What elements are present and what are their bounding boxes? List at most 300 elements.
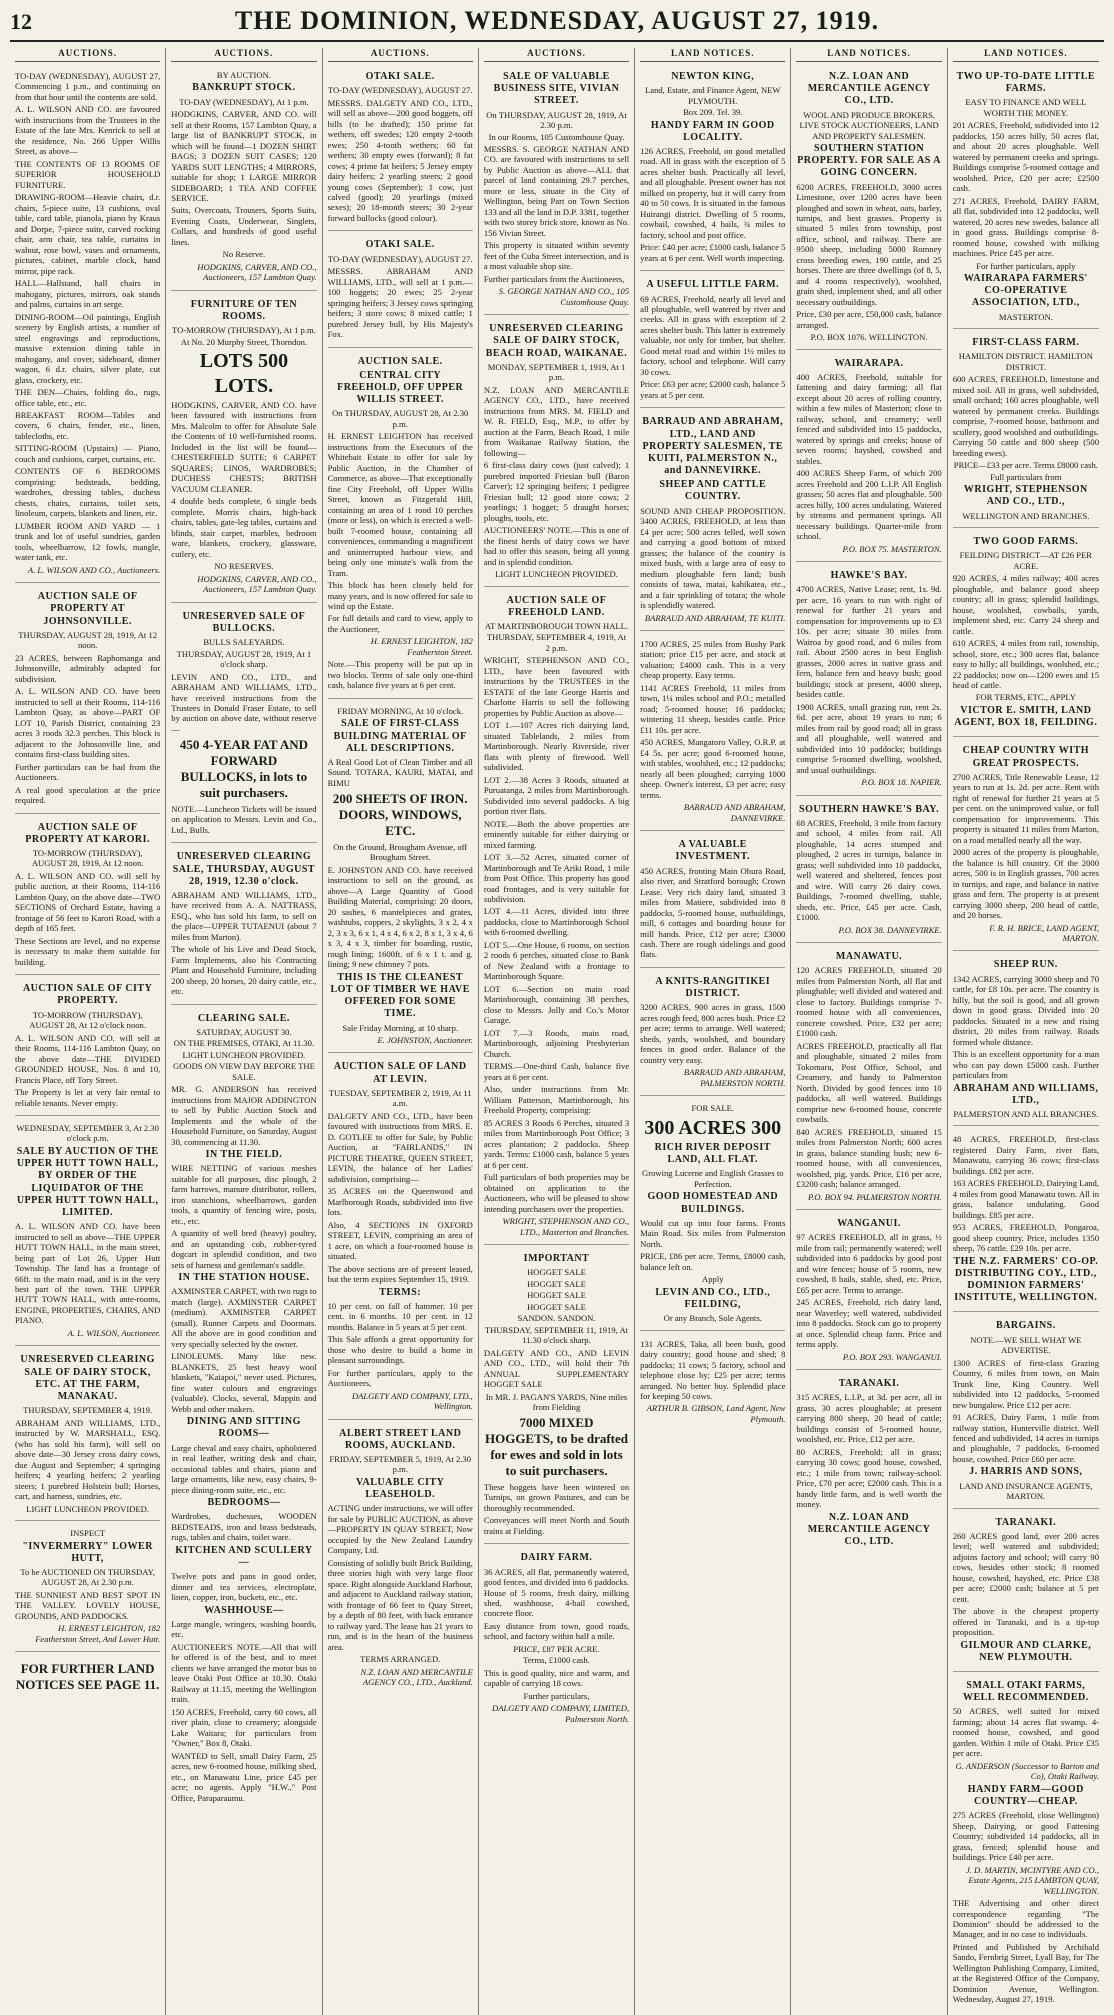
ad-line: IN THE FIELD. <box>205 1149 283 1161</box>
ad-line: FRIDAY MORNING, At 10 o'clock. <box>337 705 464 716</box>
column-1 <box>10 48 166 2015</box>
ad-line: TERMS.—One-third Cash, balance five years at 6 per cent. <box>483 1061 630 1082</box>
ad-line: 201 ACRES, Freehold, subdivided into 12 paddocks, 150 acres hilly, 50 acres flat, and about 20 acres ploughable. Well watered by permanent creeks and springs. Buildings comprise 5-roomed cottage and woolshed. Price, £20 per acre; £2500 cash. <box>952 120 1099 194</box>
ad-line: SALE OF VALUABLE BUSINESS SITE, VIVIAN STREET. <box>493 70 620 107</box>
advertisement <box>328 66 473 231</box>
ad-line: WANGANUI. <box>837 1217 901 1229</box>
advertisement <box>171 66 316 291</box>
column-header: LAND NOTICES. <box>640 48 785 62</box>
ad-line: P.O. BOX 293. WANGANUI. <box>842 1351 942 1362</box>
ad-line: 450 4-YEAR FAT AND FORWARD BULLOCKS, in lots to suit purchasers. <box>179 737 309 801</box>
ad-line: AXMINSTER CARPET, with two rugs to match (large). AXMINSTER CARPET (medium). AXMINSTER CARPET (small). Runner Carpets and Doormats. All the above are in good condition and very specially selected by the owner. <box>171 1286 317 1349</box>
ad-line: Printed and Published by Archibald Sando, Fernbrig Street, Lyall Bay, for The Wellington Publishing Company, Limited, at the Registered Office of the Company, Dominion Avenue, Wellington. Wednesday, August 27, 1919. <box>952 1941 1099 2005</box>
ad-line: 4 double beds complete, 6 single beds complete, Morris chairs, high-back chairs, tables, gate-leg tables, curtains and blinds, stair carpet, marbles, bedroom ware, blankets, crockery, glassware, cutlery, etc. <box>171 496 317 559</box>
ad-line: 10 per cent. on fall of hammer. 10 per cent. in 6 months. 10 per cent. in 12 months. Balance in 5 years at 5 per cent. <box>327 1300 473 1332</box>
ad-line: PRICE, £87 PER ACRE. <box>513 1643 600 1654</box>
ad-line: DINING AND SITTING ROOMS— <box>186 1416 301 1440</box>
ad-line: A Real Good Lot of Clean Timber and all Sound. TOTARA, KAURI, MATAI, and RIMU <box>327 756 473 788</box>
ad-line: LEVIN AND CO., LTD., and ABRAHAM AND WILLIAMS, LTD., have received instructions from the Trustees in Donald Fraser Estate, to sell by auction on above date, without reserve— <box>171 671 317 734</box>
advertisement <box>171 606 316 844</box>
ad-line: 97 ACRES FREEHOLD, all in grass, ½ mile from rail; permanently watered; well subdivided into 6 paddocks by good post and wire fences; house of 5 rooms, new cowshed, 8 bails, stable, shed, etc. Price, £65 per acre. Terms to arrange. <box>796 1232 942 1295</box>
ad-line: A USEFUL LITTLE FARM. <box>646 279 780 291</box>
ad-line: ABRAHAM AND WILLIAMS, LTD., <box>953 1082 1099 1106</box>
ad-line: 36 ACRES, all flat, permanently watered, good fences, and divided into 6 paddocks. House of 5 rooms, fresh dairy, milking shed, washhouse, 4-bail cowshed, concrete floor. <box>483 1566 630 1619</box>
ad-line: THURSDAY, SEPTEMBER 4, 1919, At 2 p.m. <box>486 632 627 653</box>
column-4 <box>479 48 635 2015</box>
ad-line: TARANAKI. <box>995 1516 1057 1528</box>
ad-line: Further particulars from the Auctioneers, <box>483 273 625 284</box>
ad-line: AUCTION SALE OF PROPERTY AT JOHNSONVILLE. <box>37 591 138 627</box>
ad-line: HOGGET SALE <box>527 1301 586 1312</box>
ad-line: Also, under instructions from Mr. William Patterson, Martinborough, his Freehold Property, comprising: <box>483 1084 630 1116</box>
ad-line: At No. 20 Murphy Street, Thorndon. <box>180 336 308 347</box>
ad-line: THIS IS THE CLEANEST LOT OF TIMBER WE HAVE OFFERED FOR SOME TIME. <box>330 971 470 1020</box>
ad-line: MASTERTON. <box>998 311 1053 322</box>
advertisement <box>15 1119 160 1346</box>
ad-line: TERMS: <box>379 1286 422 1298</box>
ad-line: AUCTION SALE OF CITY PROPERTY. <box>22 983 153 1007</box>
ad-line: AT MARTINBOROUGH TOWN HALL. <box>484 620 629 631</box>
ad-line: This Sale affords a great opportunity for those who desire to build a home in pleasant surroundings. <box>327 1334 473 1366</box>
ad-line: 600 ACRES, FREEHOLD, limestone and mixed soil. All in grass, well subdivided, small orchard; 160 acres ploughable, well watered by permanent creeks. Buildings comprise, 7-roomed house, bathroom and scullery, good woolshed and outbuildings. Carrying 50 cattle and 800 sheep (500 breeding ewes). <box>952 374 1099 458</box>
ad-line: DALGETY AND COMPANY, LIMITED, Palmerston North. <box>492 1703 630 1724</box>
ad-line: 200 SHEETS OF IRON. DOORS, WINDOWS, ETC. <box>332 791 468 839</box>
ad-line: 1141 ACRES Freehold, 11 miles from town, 1¼ miles school and P.O.; metalled road; 5-roomed house; 16 paddocks; wintering 11 sheep, besides cattle. Price £11 10s. per acre. <box>640 682 786 735</box>
ad-line: A KNITS-RANGITIKEI DISTRICT. <box>655 975 771 1000</box>
advertisement <box>796 353 941 562</box>
ad-line: 6 first-class dairy cows (just calved); 1 purebred imported Friesian bull (Baron Carver); 12 springing heifers; 1 pedigree Friesian bull; 12 good store cows; 2 yearlings; 1 hogget; 5 draught horses; ploughs, tools, etc. <box>483 460 630 523</box>
ad-line: N.Z. LOAN AND MERCANTILE AGENCY CO., LTD., have received instructions from MRS. M. FIELD and W. R. FIELD, Esq., M.P., to offer by auction at the Farm, Beach Road, 1 mile from Waikanae Railway Station, the following— <box>483 384 630 458</box>
ad-line: 1342 ACRES, carrying 3000 sheep and 70 cattle, for £8 10s. per acre. The country is hilly, but the soil is good, and all grown down in good grass. Divided into 20 paddocks. Situated in a new and rising district, 20 miles from railway. Roads formed whole distance. <box>952 973 1099 1047</box>
ad-line: WRIGHT, STEPHENSON AND CO., LTD., <box>963 484 1088 508</box>
advertisement <box>328 234 473 347</box>
ad-line: The Property is let at very fair rental to reliable tenants. Never empty. <box>15 1087 161 1108</box>
ad-line: Full particulars of both properties may be obtained on application to the Auctioneers, who will be pleased to show intending purchasers over the properties. <box>483 1172 630 1214</box>
ad-line: BARRAUD AND ABRAHAM, TE KUITI. <box>644 612 786 623</box>
column-2 <box>166 48 322 2015</box>
advertisement <box>640 274 785 408</box>
ad-line: On the Ground, Brougham Avenue, off Brougham Street. <box>333 841 468 863</box>
ad-line: EASY TO FINANCE AND WELL WORTH THE MONEY. <box>965 97 1087 118</box>
ad-line: 315 ACRES, L.I.P., at 3d. per acre, all in grass, 30 acres ploughable; at present carrying 800 sheep, 20 head of cattle; buildings consist of 5-roomed house, woolshed, etc. Price, £12 per acre. <box>796 1392 942 1445</box>
ad-line: HAWKE'S BAY. <box>830 570 908 582</box>
ad-line: E. JOHNSTON AND CO. have received instructions to sell on the ground, as above—A Large Quantity of Good Building Material, comprising: 20 doors, 20 sashes, 6 mantelpieces and grates, washtubs, coppers, 2 skylights, 3 x 2, 4 x 2, 3 x 3, 6 x 1, 4 x 4, 6 x 2, 8 x 1, 3 x 4, 6 x 3, 4 x 3, timber for boarding, rustic, rough lining; 1600ft. of 6 x 1 t. and g. lining; 9 new chimney 7 pots. <box>327 864 473 970</box>
ad-line: PALMERSTON AND ALL BRANCHES. <box>953 1108 1099 1119</box>
ad-line: SATURDAY, AUGUST 30. <box>196 1026 292 1037</box>
ad-line: ALBERT STREET LAND ROOMS, AUCKLAND. <box>339 1427 462 1451</box>
ad-line: SHEEP AND CATTLE COUNTRY. <box>659 479 767 503</box>
ad-line: VICTOR E. SMITH, LAND AGENT, BOX 18, FEILDING. <box>954 704 1098 729</box>
advertisement <box>484 1248 629 1544</box>
advertisement <box>640 971 785 1096</box>
column-header: AUCTIONS. <box>15 48 160 62</box>
ad-line: CONTENTS OF 6 BEDROOMS comprising: bedsteads, bedding, wardrobes, dressing tables, duchess chests, chairs, curtains, toilet sets, linoleum, carpets, blankets and linen, etc. <box>15 466 161 519</box>
ad-line: 1700 ACRES, 25 miles from Bushy Park station; price £15 per acre, and stock at valuation; £4000 cash. This is a very cheap property. Easy terms. <box>640 638 786 681</box>
ad-line: HODGKINS, CARVER, AND CO. have been favoured with instructions from Mrs. Malcolm to offer for Absolute Sale the Contents of 10 well-furnished rooms. Included in the list will be found—CHESTERFIELD SUITE; 6 CARPET SQUARES; LINOS, WARDROBES; DUCHESS CHESTS; BRITISH VACUUM CLEANER. <box>171 400 317 494</box>
ad-line: FOR TERMS, ETC., APPLY <box>975 692 1076 703</box>
ad-line: 48 ACRES, FREEHOLD, first-class registered Dairy Farm, river flats, Manawatu, carrying 36 cows; first-class buildings. £82 per acre. <box>952 1134 1099 1176</box>
ad-line: 35 ACRES on the Queenwood and Marlborough Roads, subdivided into five lots. <box>327 1186 473 1218</box>
ad-line: Easy distance from town, good roads, school, and factory within half a mile. <box>483 1620 630 1642</box>
ad-line: 300 ACRES 300 <box>644 1116 782 1139</box>
ad-line: S. GEORGE NATHAN AND CO., 105 Customhouse Quay. <box>498 286 630 307</box>
ad-line: Or any Branch, Sole Agents. <box>663 1313 762 1324</box>
ad-line: 126 ACRES, Freehold, on good metalled road. All in grass with the exception of 5 acres shelter bush. Practically all level, and all ploughable. Present owner has not milked on property, but it will carry from 40 to 50 cows. It is situated in the famous Huirangi district. Dwelling of 5 rooms, cowbail, cowshed, 4 bails, ¾ miles to factory, school and post office. <box>640 145 786 240</box>
ad-line: PRICE—£33 per acre. Terms £8000 cash. <box>953 460 1098 471</box>
ad-line: A. L. WILSON AND CO. are favoured with instructions from the Trustees in the Estate of the late Mrs. Kenrick to sell at the residence, No. 266 Upper Willis Street, as above— <box>15 104 161 157</box>
ad-line: A. L. WILSON AND CO. have been instructed to sell as above—THE UPPER HUTT TOWN HALL, in the main street, being part of Lot 26, Upper Hutt Township. The land has a frontage of 66ft. to the main road, and is in the very best part of the town. THE UPPER HUTT TOWN HALL, with ante-rooms, ENGINE, PROPERTIES, CHAIRS, AND PIANO. <box>15 1221 161 1326</box>
ad-line: On THURSDAY, AUGUST 28, At 2.30 p.m. <box>332 408 469 429</box>
ad-line: BARRAUD AND ABRAHAM, LTD., LAND AND PROPERTY SALESMEN, TE KUITI, PALMERSTON N., and DANNEVIRKE. <box>642 416 784 477</box>
ad-line: MR. G. ANDERSON has received instructions from MAJOR ADDINGTON to sell by Public Auction Stock and Implements and the whole of the Household Furniture, on Saturday, August 30, commencing at 11.30. <box>171 1084 317 1147</box>
ad-line: LAND AND INSURANCE AGENTS, MARTON. <box>959 1480 1093 1502</box>
ad-line: LOT 7.—3 Roods, main road, Martinborough, adjoining Presbyterian Church. <box>483 1027 630 1059</box>
ad-line: N.Z. LOAN AND MERCANTILE AGENCY CO., LTD., Auckland. <box>360 1666 473 1688</box>
ad-line: GOOD HOMESTEAD AND BUILDINGS. <box>647 1191 779 1215</box>
ad-line: WANTED to Sell, small Dairy Farm, 25 acres, new 6-roomed house, milking shed, etc., on Manawatu Line, price £45 per acre; no agents. Apply "H.W.," Post Office, Paraparaumu. <box>171 1750 317 1803</box>
ad-line: CHEAP COUNTRY WITH GREAT PROSPECTS. <box>962 745 1090 769</box>
advertisement <box>953 1675 1099 2012</box>
advertisement <box>640 634 785 831</box>
ad-line: In MR. J. PAGAN'S YARDS, Nine miles from Fielding <box>485 1391 628 1412</box>
ad-line: 920 ACRES, 4 miles railway; 400 acres ploughable, and balance good sheep country; all in grass; splendid buildings, house, woolshed, cowbails, yards, implement shed, etc. Carry 24 sheep and cattle. <box>952 573 1099 636</box>
ad-line: P.O. BOX 75. MASTERTON. <box>842 543 942 554</box>
ad-line: SANDON. SANDON. <box>517 1313 596 1324</box>
ad-line: A VALUABLE INVESTMENT. <box>675 839 751 863</box>
ad-line: LINOLEUMS. Many like new. BLANKETS, 25 best heavy wool blankets, "Kaiapoi," never used. Pictures, fine water colours and engravings (valuable). Clocks, several, Mappin and Webb and other makers. <box>171 1351 317 1414</box>
ad-line: LOT 3.—52 Acres, situated corner of Martinborough and Te Ariki Road, 1 mile from Post Office. This property has good road frontages, and is very suitable for subdivision. <box>483 852 630 904</box>
ad-line: NOTE.—Both the above properties are eminently suitable for either dairying or mixed farming. <box>483 818 630 850</box>
ad-line: A quantity of well bred (heavy) poultry, and an upstanding cob, rubber-tyred dogcart in splendid condition, and two sets of harness and gentleman's saddle. <box>171 1228 317 1270</box>
ad-line: SMALL OTAKI FARMS, WELL RECOMMENDED. <box>962 1680 1089 1704</box>
ad-line: 1900 ACRES, small grazing run, rent 2s. 6d. per acre, about 19 years to run; 6 miles from rail by good road; all in grass and all ploughable, well watered and subdivided into 10 paddocks; buildings comprise 5-roomed dwelling, woolshed, and usual outbuildings. <box>796 701 942 775</box>
ad-line: Growing Lucerne and English Grasses to Perfection. <box>642 1168 784 1189</box>
ad-line: HOGGET SALE <box>527 1290 586 1301</box>
ad-line: A. L. WILSON AND CO. will sell at their Rooms, 114-116 Lambton Quay, on the above date—THE DIVIDED GROUNDED HOUSE, Nos. 8 and 10, Francis Place, off Tory Street. <box>15 1032 161 1085</box>
advertisement <box>484 318 629 586</box>
ad-line: VALUABLE CITY LEASEHOLD. <box>356 1476 445 1501</box>
ad-line: FURNITURE OF TEN ROOMS. <box>190 298 298 323</box>
advertisement <box>328 351 473 699</box>
ad-line: LUMBER ROOM AND YARD — 1 trunk and lot of useful sundries, garden tools, wheelbarrow, 12 fowls, mangle, water tank, etc. <box>15 520 161 563</box>
ad-line: 50 ACRES, well suited for mixed farming; about 14 acres flat swamp. 4-roomed house, cowshed, and good garden. Within 1 mile of Otaki. Price £35 per acre. <box>952 1706 1099 1759</box>
ad-line: HODGKINS, CARVER, AND CO. will sell at their Rooms, 157 Lambton Quay, a large list of BANKRUPT STOCK, in which will be found—1 DOZEN SHIRT BAGS; 3 DOZEN SUIT CASES; 120 YARDS SUIT LENGTHS; 4 MIRRORS, suitable for shop; 1 LARGE MIRROR SIDEBOARD; 1 TEA AND COFFEE SERVICE. <box>171 109 317 203</box>
ad-line: CENTRAL CITY FREEHOLD, OFF UPPER WILLIS STREET. <box>337 369 464 406</box>
ad-line: 150 ACRES, Freehold, carry 60 cows, all river plain, close to creamery; alongside Lake Waitara; for particulars from "Owner," Box 8, Otaki. <box>171 1706 317 1749</box>
ad-line: DAIRY FARM. <box>520 1552 593 1564</box>
ad-line: UNRESERVED CLEARING SALE, THURSDAY, AUGUST 28, 1919, 12.30 o'clock. <box>172 851 316 887</box>
ad-line: In our Rooms, 105 Customhouse Quay. <box>488 131 625 142</box>
ad-line: To be AUCTIONED ON THURSDAY, AUGUST 28, At 2.30 p.m. <box>20 1566 155 1588</box>
ad-line: 610 ACRES, 4 miles from rail, township, school, store, etc.; 300 acres flat, balance easy to hilly; all buildings, woolshed, etc.; 22 paddocks; now on—1200 ewes and 15 head of cattle. <box>952 638 1099 690</box>
ad-line: MESSRS. DALGETY AND CO., LTD., will sell as above—200 good hoggets, off hills (to be drafted); 150 prime fat wethers, off swedes; 120 empty 2-tooth ewes; 250 4-tooth wethers; 60 fat wethers; 30 empty ewes (forward); 8 fat cows; 4 prime fat heifers; 5 Jersey empty dairy heifers; 2 yearling steers; 2 good young cows (September); 1 cow, just calved (good); 20 yearlings (mixed sexes); 20 18-month steers; 30 2-year forward bullocks (good colour). <box>327 97 473 223</box>
advertisement <box>15 817 160 976</box>
ad-line: ACTING under instructions, we will offer for sale by PUBLIC AUCTION, as above—PROPERTY IN QUAY STREET, Now occupied by the New Zealand Laundry Company, Ltd. <box>327 1503 473 1556</box>
ad-line: HANDY FARM IN GOOD LOCALITY. <box>650 119 775 143</box>
ad-line: 400 ACRES, Freehold, suitable for fattening and dairy farming; all flat except about 20 acres of rolling country, within a few miles of Masterton; close to railway, school, and creamery; well fenced and subdivided into 15 paddocks, watered by springs and creeks; house of seven rooms; hayshed, cowshed and stables. <box>796 372 942 466</box>
ad-line: THURSDAY, SEPTEMBER 4, 1919. <box>23 1405 153 1416</box>
advertisement <box>15 1524 160 1652</box>
ad-line: WOOL AND PRODUCE BROKERS, LIVE STOCK AUCTIONEERS, LAND AND PROPERTY SALESMEN. <box>799 109 939 141</box>
column-3 <box>323 48 479 2015</box>
ad-line: FRIDAY, SEPTEMBER 5, 1919, At 2.30 p.m. <box>329 1453 471 1475</box>
ad-line: 4700 ACRES, Native Lease; rent, 1s. 9d. per acre, 16 years to run with right of renewal for further 21 years and compensation for improvements up to £3 10s. per acre; situate 30 miles from Wairoa by good road, and 6 miles from rail. About 2500 acres in best English grasses, 2000 acres in native grass and fern, balance fern and heavy bush; good buildings; stock at present, 4000 sheep, besides cattle. <box>796 584 942 700</box>
ad-line: 1300 ACRES of first-class Grazing Country, 6 miles from town, on Main Trunk line, King Country. Well subdivided into 12 paddocks, 5-roomed new bungalow. Price £12 per acre. <box>952 1357 1099 1410</box>
ad-line: 400 ACRES Sheep Farm, of which 200 acres Freehold and 200 L.I.P. All English grasses; 50 acres flat and ploughable. 500 acres hilly, 100 acres undulating. Watered by streams and permanent springs. All necessary buildings. Quarter-mile from school. <box>796 468 942 542</box>
ad-line: "INVERMERRY" LOWER HUTT, <box>22 1540 153 1564</box>
ad-line: UNRESERVED SALE OF BULLOCKS. <box>182 610 306 634</box>
ad-line: N.Z. LOAN AND MERCANTILE AGENCY CO., LTD. <box>807 70 931 107</box>
column-7 <box>948 48 1104 2015</box>
ad-line: 68 ACRES, Freehold, 3 mile from factory and school, 4 miles from rail. All ploughable, 14 acres stumped and ploughed, 2 acres in turnips, balance in grass; well subdivided into 10 paddocks, well watered and sheltered, fences post and wire. Will carry 26 dairy cows. Buildings, 7-roomed dwelling, stable, sheds, etc. Price, £45 per acre. Cash, £1000. <box>796 817 942 923</box>
ad-line: AUCTION SALE OF PROPERTY AT KARORI. <box>25 821 151 845</box>
ad-line: 260 ACRES good land, over 200 acres level; well watered and subdivided; adjoins factory and school; will carry 90 cows, besides other stock; 8 roomed house, cowshed, hayshed, etc. Price £38 per acre; £2000 cash; balance at 5 per cent. <box>952 1530 1099 1604</box>
ad-line: E. JOHNSTON, Auctioneer. <box>377 1034 473 1045</box>
ad-line: THURSDAY, SEPTEMBER 11, 1919, At 11.30 o'clock sharp. <box>484 1324 629 1346</box>
ad-line: AUCTION SALE OF LAND AT LEVIN. <box>333 1061 467 1085</box>
ad-line: NOTE.—WE SELL WHAT WE ADVERTISE. <box>970 1334 1082 1356</box>
ad-line: FOR SALE. <box>691 1103 735 1114</box>
advertisement <box>640 66 785 271</box>
ad-line: Sale Friday Morning, at 10 sharp. <box>342 1022 459 1033</box>
ad-line: LOT 4.—11 Acres, divided into three paddocks, close to Martinborough School with 6-roomed dwelling. <box>483 906 630 938</box>
ad-line: OTAKI SALE. <box>365 70 435 82</box>
advertisement <box>953 740 1099 951</box>
ad-line: TUESDAY, SEPTEMBER 2, 1919, At 11 a.m. <box>328 1087 472 1109</box>
ad-line: MONDAY, SEPTEMBER 1, 1919, At 1 p.m. <box>487 361 626 383</box>
ad-line: WRIGHT, STEPHENSON AND CO., LTD., have been favoured with instructions by the TRUSTEES in the ESTATE of the late George Harris and Charlotte Harris to sell the following properties by Public Auction as above— <box>483 655 630 718</box>
ad-line: SOUTHERN HAWKE'S BAY. <box>799 803 940 815</box>
ad-line: LOT 1.—107 Acres rich dairying land, situated Tablelands, 2 miles from Martinborough. Nearly Riverside, river flats with plenty of firewood. Well subdivided. <box>483 720 630 773</box>
ad-line: For further particulars, apply <box>976 260 1076 271</box>
ad-line: This is an excellent opportunity for a man who can pay down £5000 cash. Further particulars from <box>952 1049 1099 1081</box>
ad-line: For full details and card to view, apply to the Auctioneer, <box>327 613 473 634</box>
column-header: AUCTIONS. <box>484 48 629 62</box>
ad-line: RICH RIVER DEPOSIT LAND, ALL FLAT. <box>654 1142 771 1166</box>
advertisement <box>15 66 160 583</box>
ad-line: Apply <box>702 1274 724 1285</box>
ad-line: TWO UP-TO-DATE LITTLE FARMS. <box>956 70 1096 95</box>
ad-line: A. L. WILSON AND CO., Auctioneers. <box>27 564 161 575</box>
ad-line: 23 ACRES, between Raphomanga and Johnsonville, admirably adapted for subdivision. <box>15 652 161 684</box>
advertisement <box>640 1334 785 1432</box>
ad-line: Large cheval and easy chairs, upholstered in real leather, writing desk and chair, occasional tables and chairs, piano and large ornaments, like new, easy chairs, 9-piece dining-room suite, etc., etc. <box>171 1442 317 1495</box>
ad-line: LEVIN AND CO., LTD., FEILDING, <box>655 1286 771 1310</box>
ad-line: BARRAUD AND ABRAHAM, DANNEVIRKE. <box>683 802 786 823</box>
ad-line: THE CONTENTS OF 13 ROOMS OF SUPERIOR HOUSEHOLD FURNITURE. <box>15 158 161 190</box>
ad-line: HOGGET SALE <box>527 1278 586 1289</box>
ad-line: ACRES FREEHOLD, practically all flat and ploughable, situated 2 miles from Tokomaru, Post Office, School, and Creamery, and handy to Palmerston North. Divided by good fences into 10 paddocks, all well watered. Buildings comprise new 6-roomed house, concrete cowbails. <box>796 1040 942 1125</box>
masthead <box>10 6 1104 42</box>
ad-line: Price, £30 per acre, £50,000 cash, balance arranged. <box>796 309 942 330</box>
ad-line: 3200 ACRES, 900 acres in grass, 1500 acres rough feed, 800 acres bush. Price £2 per acre; terms to arrange. Well watered; sheds, yards, woolshed, and boundary fences in good order. Balance of the country very easy. <box>640 1002 786 1065</box>
ad-line: 131 ACRES, Taka, all been bush, good dairy country; good house and shed; 8 paddocks; 11 cows; 5 factory, school and telephone close by; £25 per acre; terms arranged. No better buy. Splendid place for keeping 50 cows. <box>640 1338 786 1401</box>
column-header: AUCTIONS. <box>171 48 316 62</box>
advertisement <box>640 834 785 968</box>
advertisement <box>953 1315 1099 1508</box>
advertisement <box>328 702 473 1054</box>
ad-line: ON THE PREMISES, OTAKI, At 11.30. <box>173 1038 315 1049</box>
ad-line: MESSRS. ABRAHAM AND WILLIAMS, LTD., will sell at 1 p.m.—100 hoggets; 20 ewes; 25 2-year springing heifers; 3 Jersey cows springing heifers; 3 store cows; 8 mixed cattle; 1 purebred Jersey bull, by His Majesty's Fox. <box>327 266 473 340</box>
ad-line: This property is situated within seventy feet of the Cuba Street intersection, and is a most valuable shop site. <box>483 240 630 272</box>
ad-line: 953 ACRES, FREEHOLD, Pongaroa, good sheep country. Price, includes 1350 sheep, 76 cattle. £29 10s. per acre. <box>952 1222 1099 1254</box>
ad-line: For further particulars, apply to the Auctioneers, <box>327 1367 473 1389</box>
ad-line: A. L. WILSON, Auctioneer. <box>67 1327 161 1338</box>
ad-line: FEILDING DISTRICT—AT £26 PER ACRE. <box>959 550 1093 571</box>
ad-line: WELLINGTON AND BRANCHES. <box>962 510 1090 521</box>
advertisement <box>15 1655 160 1701</box>
ad-line: MESSRS. S. GEORGE NATHAN AND CO. are favoured with instructions to sell by Public Auction as above—ALL that parcel of land containing 29.7 perches, more or less, situate in the City of Wellington, being Part on Town Section 133 and all the land in D.P. 3381, together with two storey brick store, known as No. 156 Vivian Street. <box>483 143 630 238</box>
advertisement <box>796 946 941 1210</box>
ad-line: TO-DAY (WEDNESDAY), AUGUST 27. <box>327 253 473 264</box>
ad-line: H. ERNEST LEIGHTON has received instructions from the Executors of the Whitebait Estate to offer for sale by Public Auction, in the Chamber of Commerce, as above—That exceptionally fine City Freehold, off Upper Willis Street, known as Fitzgerald Hill, containing an area of 1 rood 10 perches (more or less), on which is erected a well-built 7-roomed house, containing all conveniences, commanding a magnificent and uninterrupted harbour view, and being only one minute's walk from the Tram. <box>327 431 473 578</box>
ad-line: TO-DAY (WEDNESDAY), AUGUST 27. <box>327 85 473 96</box>
ad-line: WIRE NETTING of various meshes suitable for all purposes, disc plough, 2 farm harrows, manure distributor, rollers, iron stanchions, wheelbarrows, garden tools, a quantity of fencing wire, posts, etc., etc. <box>171 1163 317 1226</box>
column-header: AUCTIONS. <box>328 48 473 62</box>
ad-line: LOT 6.—Section on main road Martinborough, containing 38 perches, close to Messrs. Jolly and Co.'s Motor Garage. <box>483 983 630 1026</box>
ad-line: HAMILTON DISTRICT. HAMILTON DISTRICT. <box>958 351 1093 372</box>
advertisement <box>796 1373 941 1555</box>
ad-line: BEDROOMS— <box>207 1497 281 1509</box>
ad-line: Note.—This property will be put up in two blocks. Terms of sale only one-third cash, balance five years at 6 per cent. <box>327 659 473 691</box>
ad-line: LOT 2.—38 Acres 3 Roods, situated at Puruatanga, 2 miles from Martinborough. Subdivided into several paddocks. A big portion river flats. <box>483 774 630 817</box>
advertisement <box>171 294 316 603</box>
ad-line: TO-MORROW (THURSDAY), AUGUST 28, 1919, At 12 noon. <box>31 847 144 869</box>
ad-line: LIGHT LUNCHEON PROVIDED. <box>495 569 618 580</box>
advertisement <box>15 978 160 1116</box>
ad-line: BARGAINS. <box>995 1320 1056 1332</box>
ad-line: DALGETY AND CO., AND LEVIN AND CO., LTD., will hold their 7th ANNUAL SUPPLEMENTARY HOGGET SALE <box>483 1347 630 1390</box>
ad-line: NEWTON KING, <box>671 70 755 82</box>
ad-line: A real good speculation at the price required. <box>15 784 161 806</box>
ad-line: Terms, £1000 cash. <box>523 1655 590 1666</box>
ad-line: AUCTIONEERS' NOTE.—This is one of the finest herds of dairy cows we have had to offer this season, being all young and in splendid condition. <box>483 525 630 567</box>
ad-line: 245 ACRES, Freehold, rich dairy land, near Waverley; well watered, subdivided into 8 paddocks. Stock can go to property at once. Splendid cheap farm. Price and terms apply. <box>796 1297 942 1350</box>
ad-line: 163 ACRES FREEHOLD, Dairying Land, 4 miles from good Manawatu town. All in grass, balance undulating. Good buildings. £85 per acre. <box>952 1178 1099 1220</box>
ad-line: PRICE, £86 per acre. Terms, £8000 cash, balance left on. <box>640 1251 786 1272</box>
ad-line: DALGETY AND CO., LTD., have been favoured with instructions from MRS. E. D. GOTLEE to offer for Sale, by Public Auction, at "FAIRLANDS," IN PICTURE THEATRE, QUEEN STREET, LEVIN, the balance of her Ladies' subdivision, comprising— <box>327 1110 473 1184</box>
advertisement <box>953 332 1099 528</box>
ad-line: 2700 ACRES, Title Renewable Lease, 12 years to run at 1s. 2d. per acre. Rent with right of renewal for further 21 years at 5 per cent. on the unimproved value, or full compensation for improvements. This property is situated 11 miles from Marton, on a road metalled nearly all the way. <box>952 771 1099 845</box>
ad-line: TO-DAY (WEDNESDAY), At 1 p.m. <box>179 96 309 107</box>
advertisement <box>15 586 160 813</box>
ad-line: HOGGET SALE <box>527 1267 586 1278</box>
ad-line: This is good quality, nice and warm, and capable of carrying 18 cows. <box>483 1667 630 1689</box>
ad-line: J. HARRIS AND SONS, <box>969 1466 1083 1478</box>
ad-line: SALE OF FIRST-CLASS BUILDING MATERIAL OF ALL DESCRIPTIONS. <box>333 718 467 754</box>
advertisement <box>171 846 316 1004</box>
ad-line: H. ERNEST LEIGHTON, 182 Featherston Street. <box>370 636 473 657</box>
ad-line: DALGETY AND COMPANY, LTD., Wellington. <box>351 1390 473 1412</box>
ad-line: WRIGHT, STEPHENSON AND CO., LTD., Masterton and Branches. <box>502 1216 630 1237</box>
ad-line: Full particulars from <box>990 471 1062 482</box>
ad-line: AUCTION SALE OF FREEHOLD LAND. <box>506 594 607 618</box>
ad-line: J. D. MARTIN, MCINTYRE AND CO., Estate Agents, 215 LAMBTON QUAY, WELLINGTON. <box>965 1864 1099 1896</box>
ad-line: 91 ACRES, Dairy Farm, 1 mile from railway station, Hunterville district. Well fenced and subdivided, 14 acres in turnips and ploughable, 7 paddocks, 6-roomed house, cowshed. Price £60 per acre. <box>952 1412 1099 1464</box>
advertisement <box>796 799 941 944</box>
ad-line: AUCTIONEER'S NOTE.—All that will be offered is of the best, and to meet clients we have arranged the motor bus to leave Otaki Post Office at 10.30. Otaki Railway at 11.15, meeting the Wellington train. <box>171 1641 317 1705</box>
ad-line: BULLS SALEYARDS. <box>203 637 285 648</box>
ad-line: SITTING-ROOM (Upstairs) — Piano, couch and cushions, carpet, curtains, etc. <box>15 443 161 464</box>
ad-line: THURSDAY, AUGUST 28, 1919, At 1 o'clock sharp. <box>176 648 312 670</box>
ad-line: P.O. BOX 94. PALMERSTON NORTH. <box>808 1191 942 1202</box>
ad-line: NOTE.—Luncheon Tickets will be issued on application to Messrs. Levin and Co., Ltd., Bulls. <box>171 803 317 835</box>
ad-line: BARRAUD AND ABRAHAM, PALMERSTON NORTH. <box>683 1067 786 1088</box>
ad-line: G. ANDERSON (Successor to Barton and Co), Otaki Railway. <box>955 1760 1099 1782</box>
ad-line: TERMS ARRANGED. <box>360 1654 441 1665</box>
column-header: LAND NOTICES. <box>953 48 1099 62</box>
ad-line: AUCTION SALE. <box>357 355 443 367</box>
ad-line: BREAKFAST ROOM—Tables and covers, 6 chairs, fender, etc., linen, tablecloths, etc. <box>15 409 161 441</box>
ad-line: IN THE STATION HOUSE. <box>178 1272 310 1284</box>
ad-line: No Reserve. <box>222 249 266 260</box>
ad-line: N.Z. LOAN AND MERCANTILE AGENCY CO., LTD. <box>807 1511 931 1547</box>
ad-line: Land, Estate, and Finance Agent, NEW PLYMOUTH. <box>645 85 781 106</box>
advertisement <box>953 531 1099 737</box>
ad-line: THE SUNNIEST AND BEST SPOT IN THE VALLEY. LOVELY HOUSE, GROUNDS, AND PADDOCKS. <box>15 1589 161 1621</box>
advertisement <box>328 1056 473 1419</box>
paper-title: THE DOMINION, WEDNESDAY, AUGUST 27, 1919. <box>234 6 880 35</box>
ad-line: Also, 4 SECTIONS IN OXFORD STREET, LEVIN, comprising an area of 1 acre, on which a four-roomed house is situated. <box>327 1219 473 1262</box>
ad-line: TO-MORROW (THURSDAY), AUGUST 28, At 12 o'clock noon. <box>29 1009 146 1031</box>
ad-line: These hoggets have been wintered on Turnips, on grown Pastures, and can be thoroughly recommended. <box>483 1481 630 1513</box>
ad-line: 450 ACRES, fronting Main Ohura Road, also river, and Stratford borough; Crown Lease. Very rich dairy land, situated 3 miles from Matiere, subdivided into 8 paddocks, 5-roomed house, outbuildings, mill, 6 cottages and boarding house for mill hands. Price, £12 per acre; £3000 cash. There are rough sidelings and good flats. <box>640 865 786 960</box>
ad-line: 85 ACRES 3 Roods 6 Perches, situated 3 miles from Martinborough Post Office; 3 acres plantation; 2 paddocks. Sheep yards. Terms: £1000 cash, balance 5 years at 6 per cent. <box>483 1117 630 1170</box>
ad-line: This block has been closely held for many years, and is now offered for sale to wind up the Estate. <box>327 580 473 611</box>
ad-line: WEDNESDAY, SEPTEMBER 3, At 2.30 o'clock p.m. <box>16 1123 159 1144</box>
ad-line: KITCHEN AND SCULLERY— <box>175 1544 313 1568</box>
ad-line: INSPECT <box>70 1528 106 1539</box>
ad-line: 6200 ACRES, FREEHOLD, 3000 acres Limestone, over 1200 acres have been ploughed and sown in wheat, oats, barley, turnips, and best grasses. Property is situated 5 miles from township, post office, school, and railway. There are 9500 sheep, including 5000 Romney cross breeding ewes, 190 cattle, and 25 horses. There are three dwellings (of 8, 5, and 4 rooms respectively), woolshed, grain shed, implement shed, and all other necessary outbuildings. <box>796 181 942 307</box>
advertisement <box>15 1349 160 1521</box>
ad-line: DINING-ROOM—Oil paintings, English scenery by English artists, a number of steel engravings and reproductions, massive extension dining table in mahogany, and cover, sideboard, dinner wagon, 6 d.r. chairs, silver plate, cut glass, crockery, etc. <box>15 311 161 385</box>
ad-line: Wardrobes, duchesses, WOODEN BEDSTEADS, iron and brass bedsteads, rugs, tables and chairs, toilet ware. <box>171 1511 317 1543</box>
ad-line: THE N.Z. FARMERS' CO-OP. DISTRIBUTING COY., LTD., DOMINION FARMERS' INSTITUTE, WELLINGTON. <box>953 1255 1099 1304</box>
ad-line: A. L. WILSON AND CO. will sell by public auction, at their Rooms, 114-116 Lambton Quay, on the above date—TWO SECTIONS of Orchard Estate, having a frontage of 56 feet to Karori Road, with a depth of 165 feet. <box>15 870 161 934</box>
ad-line: H. ERNEST LEIGHTON, 182 Featherston Street, And Lower Hutt. <box>35 1623 161 1644</box>
ad-line: BANKRUPT STOCK. <box>192 82 296 94</box>
advertisement <box>796 565 941 795</box>
ad-line: P.O. BOX 38. DANNEVIRKE. <box>838 924 942 935</box>
ad-line: HODGKINS, CARVER, AND CO., Auctioneers, 157 Lambton Quay. <box>197 573 317 595</box>
ad-line: TWO GOOD FARMS. <box>973 536 1079 547</box>
ad-line: The whole of his Live and Dead Stock, Farm Implements, also his Contracting Plant and Household Furniture, including 200 sheep, 20 horses, 20 dairy cattle, etc., etc. <box>171 944 317 997</box>
advertisement <box>171 1008 316 1810</box>
ad-line: LIGHT LUNCHEON PROVIDED. <box>26 1503 150 1514</box>
ad-line: MANAWATU. <box>835 951 903 963</box>
ad-line: Consisting of solidly built Brick Building, three stories high with very large floor space. Right alongside Auckland Harbour, and adjacent to Auckland railway station, with frontage of 66 feet to Quay Street, by a depth of 80 feet, with back entrance to railway yard. The lease has 21 years to run, and is in the heart of the business area. <box>327 1557 473 1652</box>
ad-line: 275 ACRES (Freehold, close Wellington) Sheep, Dairying, or good Fattening Country; subdivided 14 paddocks, all in grass, fenced; splendid house and buildings. Price £40 per acre. <box>952 1810 1099 1863</box>
ad-line: THURSDAY, AUGUST 28, 1919, At 12 noon. <box>18 629 158 651</box>
ad-line: TO-DAY (WEDNESDAY), AUGUST 27, Commencing 1 p.m., and continuing on from that hour until the contents are sold. <box>15 70 161 102</box>
ad-line: HODGKINS, CARVER, AND CO., Auctioneers, 157 Lambton Quay. <box>197 261 317 283</box>
ad-line: GOODS ON VIEW DAY BEFORE THE SALE. <box>172 1061 315 1082</box>
ad-line: 120 ACRES FREEHOLD, situated 20 miles from Palmerston North, all flat and ploughable; well divided and watered and close to factory. Buildings comprise 7-roomed house with all conveniences, concrete cowshed. Price, £32 per acre; £1000 cash. <box>796 965 942 1039</box>
advertisement <box>953 1512 1099 1672</box>
ad-line: 7000 MIXED HOGGETS, to be drafted for ewes and sold in lots to suit purchasers. <box>484 1415 628 1479</box>
ad-line: A. L. WILSON AND CO. have been instructed to sell at their Rooms, 114-116 Lambton Quay, as above—PART OF LOT 10, Parish District, containing 23 acres 3 roods 32.3 perches. This block is adjacent to the Johnsonville line, and contains first-class building sites. <box>15 686 161 760</box>
ad-line: On THURSDAY, AUGUST 28, 1919, At 2.30 p.m. <box>486 109 627 131</box>
ad-line: P.O. BOX 1076. WELLINGTON. <box>810 332 928 343</box>
ad-line: ABRAHAM AND WILLIAMS, LTD., instructed by W. MARSHALL, ESQ. (who has sold his farm), will sell on above date—30 Jersey cross dairy cows, due August and September; 4 springing heifers; 4 yearling heifers; 2 yearling steers; 1 purebred Holstein bull; Horses, cart, and harness, sundries, etc. <box>15 1417 161 1502</box>
advertisement <box>328 1423 473 1695</box>
ad-line: FIRST-CLASS FARM. <box>972 337 1080 349</box>
advertisement <box>796 66 941 350</box>
ad-line: SOUND AND CHEAP PROPOSITION. 3400 ACRES, FREEHOLD, at less than £4 per acre; 500 acres felled, well sown and carrying a good bottom of mixed grasses; the balance of the country is mixed bush, with a large area of easy to medium ploughable fern land; bush consists of tawa, matai, kahikatea, etc., and a fair sprinkling of totara; the whole is splendidly watered. <box>640 505 786 611</box>
advertisement <box>484 590 629 1246</box>
ad-line: UNRESERVED CLEARING SALE OF DAIRY STOCK, BEACH ROAD, WAIKANAE. <box>485 323 628 359</box>
ad-line: HANDY FARM—GOOD COUNTRY—CHEAP. <box>967 1783 1084 1807</box>
